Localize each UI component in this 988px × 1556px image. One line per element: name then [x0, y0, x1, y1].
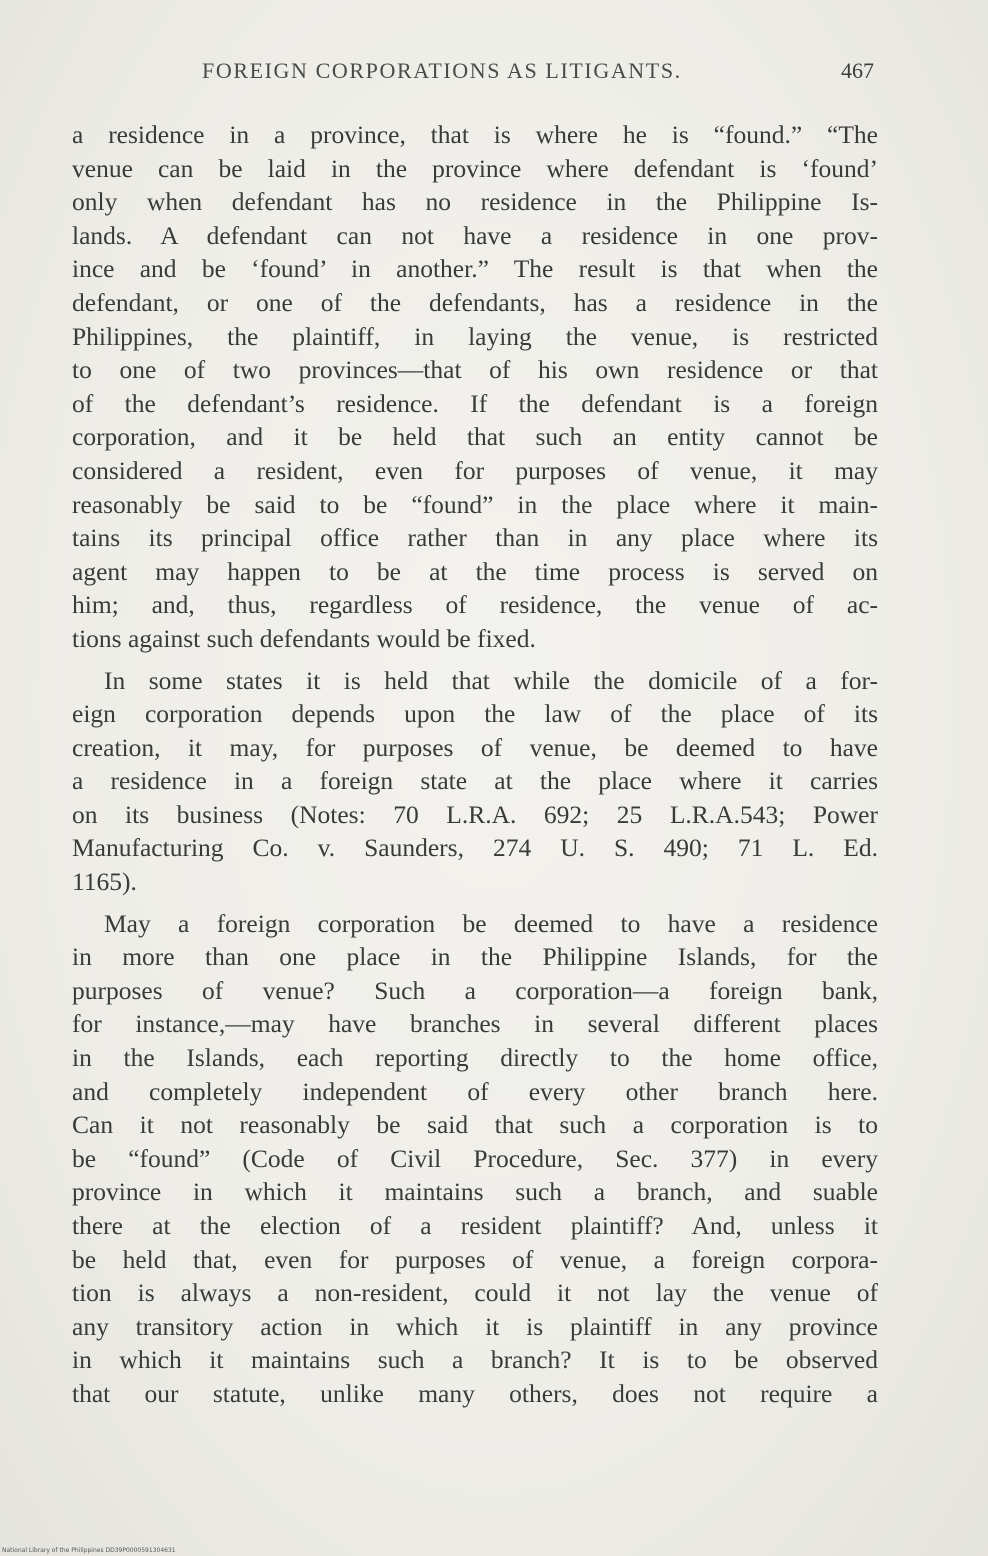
paragraph-3 — [72, 907, 878, 1411]
running-head: FOREIGN CORPORATIONS AS LITIGANTS. — [202, 58, 682, 83]
text-line: tions against such defendants would be fixed. — [72, 623, 536, 653]
text-line: eign corporation depends upon the law of the place of its — [72, 699, 878, 729]
body-text — [72, 118, 878, 1419]
page-header — [72, 58, 878, 98]
text-line: Philippines, the plaintiff, in laying the venue, is restricted — [72, 321, 878, 351]
text-line: any transitory action in which it is plaintiff in any province — [72, 1311, 878, 1341]
text-line: and completely independent of every other branch here. — [72, 1076, 878, 1106]
text-line: for instance,—may have branches in several different places — [72, 1009, 878, 1039]
paragraph-1 — [72, 118, 878, 656]
text-line: defendant, or one of the defendants, has a residence in the — [72, 287, 878, 317]
text-line: In some states it is held that while the domicile of a for- — [104, 665, 878, 695]
text-line: to one of two provinces—that of his own residence or that — [72, 355, 878, 385]
text-line: in which it maintains such a branch? It is to be observed — [72, 1345, 878, 1375]
page-number: 467 — [841, 58, 874, 83]
text-line: ince and be ‘found’ in another.” The result is that when the — [72, 254, 878, 284]
text-line: only when defendant has no residence in the Philippine Is- — [72, 187, 878, 217]
text-line: of the defendant’s residence. If the defendant is a foreign — [72, 388, 878, 418]
text-line: in the Islands, each reporting directly to the home office, — [72, 1043, 878, 1073]
text-line: purposes of venue? Such a corporation—a foreign bank, — [72, 975, 878, 1005]
scan-stamp: National Library of the Philippines DD39P0000591304631 — [2, 1547, 176, 1554]
text-line: tion is always a non-resident, could it not lay the venue of — [72, 1278, 878, 1308]
text-line: Manufacturing Co. v. Saunders, 274 U. S. 490; 71 L. Ed. — [72, 833, 878, 863]
text-line: creation, it may, for purposes of venue, be deemed to have — [72, 732, 878, 762]
text-line: Can it not reasonably be said that such a corporation is to — [72, 1110, 878, 1140]
text-line: be held that, even for purposes of venue, a foreign corpora- — [72, 1244, 878, 1274]
text-line: venue can be laid in the province where defendant is ‘found’ — [72, 153, 878, 183]
text-line: considered a resident, even for purposes of venue, it may — [72, 455, 878, 485]
text-line: lands. A defendant can not have a residence in one prov- — [72, 220, 878, 250]
text-line: reasonably be said to be “found” in the place where it main- — [72, 489, 878, 519]
text-line: him; and, thus, regardless of residence, the venue of ac- — [72, 590, 878, 620]
text-line: tains its principal office rather than in any place where its — [72, 523, 878, 553]
text-line: there at the election of a resident plaintiff? And, unless it — [72, 1211, 878, 1240]
text-line: that our statute, unlike many others, does not require a — [72, 1378, 878, 1408]
text-line: a residence in a province, that is where he is “found.” “The — [72, 120, 878, 149]
text-line: on its business (Notes: 70 L.R.A. 692; 25 L.R.A.543; Power — [72, 799, 878, 829]
text-line: May a foreign corporation be deemed to have a residence — [104, 908, 878, 938]
text-line: agent may happen to be at the time process is served on — [72, 556, 878, 586]
paragraph-2 — [72, 664, 878, 899]
text-line: be “found” (Code of Civil Procedure, Sec. 377) in every — [72, 1143, 878, 1173]
text-line: corporation, and it be held that such an entity cannot be — [72, 422, 878, 452]
text-line: province in which it maintains such a branch, and suable — [72, 1177, 878, 1207]
text-line: 1165). — [72, 867, 137, 897]
text-line: in more than one place in the Philippine Islands, for the — [72, 942, 878, 972]
text-line: a residence in a foreign state at the place where it carries — [72, 766, 878, 796]
